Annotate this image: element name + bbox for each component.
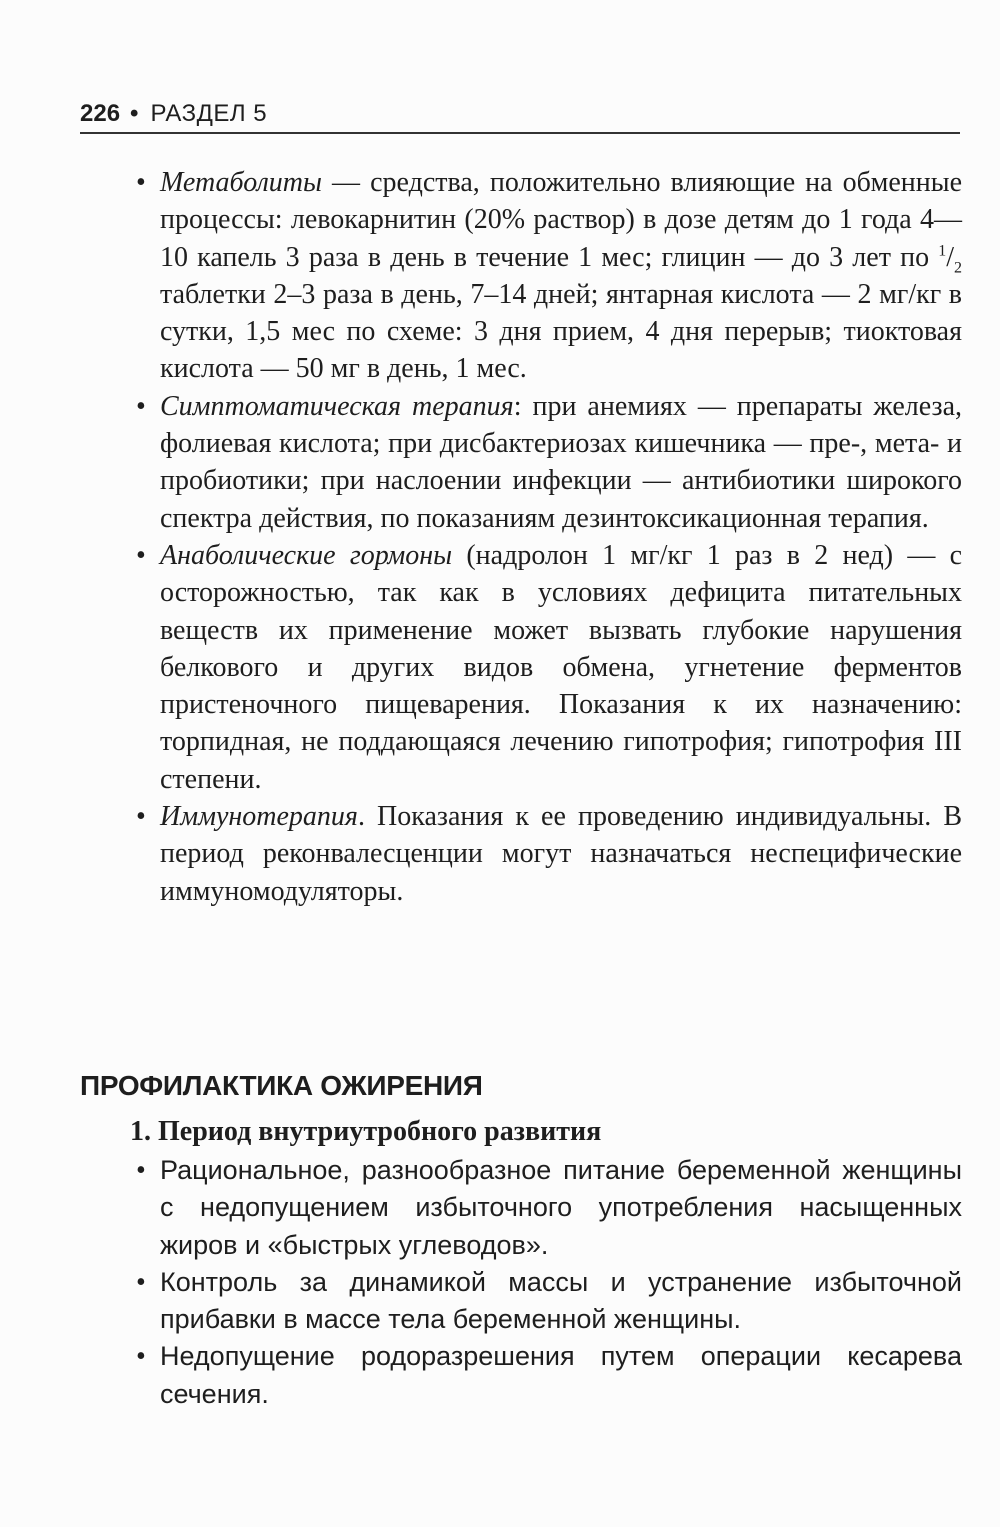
- page-number: 226: [80, 100, 121, 127]
- list-item-immunotherapy: [0, 798, 1000, 910]
- list-item-text: Рациональное, разнообразное питание беременной женщины с недопущением избыточного употребления насыщенных жиров и «быстрых углеводов».: [160, 1155, 962, 1260]
- subsection-heading: 1. Период внутриутробного развития: [130, 1116, 602, 1147]
- bullet: •: [136, 1155, 146, 1186]
- list-item-text: Контроль за динамикой массы и устранение избыточной прибавки в массе тела беременной женщины.: [160, 1266, 962, 1335]
- anabolic-text: (надролон 1 мг/кг 1 раз в 2 нед) — с осторожностью, так как в условиях дефицита питательных веществ их применение может вызвать глубокие нарушения белкового и других видов обмена, угнетение ферментов пристеночного пищеварения. Показания к их назначению: торпидная, не поддающаяся лечению гипотрофия; гипотрофия III степени.: [160, 539, 962, 795]
- list-item-text: [160, 798, 962, 910]
- list-item-symptomatic: [0, 388, 1000, 537]
- term-anabolic: Анаболические гормоны: [160, 539, 453, 571]
- term-immunotherapy: Иммунотерапия: [160, 801, 358, 833]
- metabolites-text-1: — средства, положительно влияющие на обменные процессы: левокарнитин (20% раствор) в дозе детям до 1 года 4—10 капель 3 раза в день в течение 1 мес; глицин — до 3 лет по: [160, 167, 962, 273]
- metabolites-text-2: таблетки 2–3 раза в день, 7–14 дней; янтарная кислота — 2 мг/кг в сутки, 1,5 мес по схеме: 3 дня прием, 4 дня перерыв; тиоктовая кислота — 50 мг в день, 1 мес.: [160, 278, 962, 385]
- list-item-metabolites: [0, 164, 1000, 388]
- list-item: [0, 1338, 1000, 1413]
- list-item-text: Недопущение родоразрешения путем операции кесарева сечения.: [160, 1341, 962, 1409]
- fraction-denominator: 2: [954, 259, 962, 277]
- list-item: [0, 1152, 1000, 1264]
- bullet: •: [136, 539, 146, 571]
- list-item-text: [160, 388, 962, 537]
- prevention-list: [0, 1152, 1000, 1413]
- term-symptomatic: Симптоматическая терапия: [160, 390, 514, 422]
- fraction-numerator: 1: [938, 242, 947, 260]
- list-item-text: [160, 164, 962, 388]
- running-head: [80, 96, 960, 134]
- list-item-anabolic: [0, 537, 1000, 798]
- section-label: РАЗДЕЛ 5: [150, 100, 268, 127]
- section-heading: ПРОФИЛАКТИКА ОЖИРЕНИЯ: [80, 1070, 483, 1101]
- therapy-list: [0, 164, 1000, 910]
- header-separator: •: [130, 100, 139, 127]
- bullet: •: [136, 1266, 146, 1298]
- bullet: •: [136, 390, 146, 422]
- fraction-one-half: $^1/_2$: [938, 241, 962, 277]
- symptomatic-text: : при анемиях — препараты железа, фолиевая кислота; при дисбактериозах кишечника — пре-, мета- и пробиотики; при наслоении инфекции — антибиотики широкого спектра действия, по показаниям дезинтоксикационная терапия.: [160, 390, 962, 534]
- list-item-text: [160, 537, 962, 798]
- bullet: •: [136, 801, 146, 833]
- immunotherapy-text: . Показания к ее проведению индивидуальны. В период реконвалесценции могут назначаться неспецифические иммуномодуляторы.: [160, 801, 962, 907]
- bullet: •: [136, 1341, 146, 1373]
- list-item: [0, 1264, 1000, 1339]
- bullet: •: [136, 167, 146, 198]
- term-metabolites: Метаболиты: [160, 167, 322, 198]
